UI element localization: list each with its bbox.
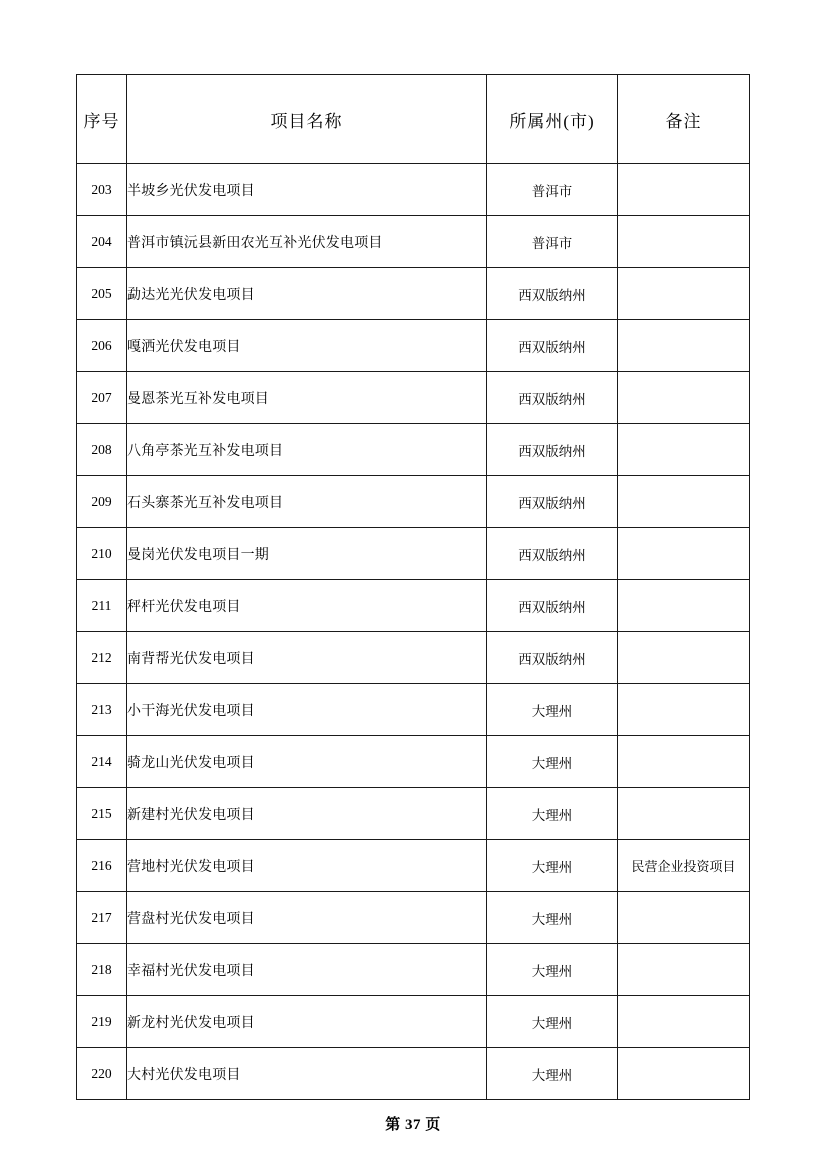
cell-note (618, 372, 750, 424)
table-header (77, 75, 750, 164)
cell-note (618, 736, 750, 788)
cell-note: 民营企业投资项目 (618, 840, 750, 892)
cell-region: 西双版纳州 (487, 632, 618, 684)
cell-project-name: 勐达光光伏发电项目 (127, 268, 487, 320)
table-row (77, 424, 750, 476)
table-row (77, 164, 750, 216)
cell-project-name: 石头寨茶光互补发电项目 (127, 476, 487, 528)
cell-note (618, 580, 750, 632)
table-body (77, 164, 750, 1100)
cell-sequence-number: 220 (77, 1048, 127, 1100)
table-row (77, 788, 750, 840)
table-row (77, 528, 750, 580)
cell-region: 大理州 (487, 684, 618, 736)
cell-note (618, 1048, 750, 1100)
cell-region: 大理州 (487, 944, 618, 996)
cell-region: 大理州 (487, 788, 618, 840)
cell-region: 大理州 (487, 996, 618, 1048)
cell-sequence-number: 208 (77, 424, 127, 476)
cell-sequence-number: 216 (77, 840, 127, 892)
table-row (77, 892, 750, 944)
cell-note (618, 892, 750, 944)
column-header-seq: 序号 (77, 75, 127, 164)
cell-sequence-number: 212 (77, 632, 127, 684)
cell-sequence-number: 206 (77, 320, 127, 372)
table-row (77, 684, 750, 736)
cell-project-name: 八角亭茶光互补发电项目 (127, 424, 487, 476)
cell-project-name: 新龙村光伏发电项目 (127, 996, 487, 1048)
cell-region: 西双版纳州 (487, 580, 618, 632)
cell-region: 西双版纳州 (487, 320, 618, 372)
cell-sequence-number: 209 (77, 476, 127, 528)
cell-project-name: 曼恩茶光互补发电项目 (127, 372, 487, 424)
cell-sequence-number: 219 (77, 996, 127, 1048)
cell-region: 大理州 (487, 892, 618, 944)
cell-sequence-number: 214 (77, 736, 127, 788)
page-footer: 第 37 页 (385, 1117, 441, 1133)
cell-project-name: 嘎洒光伏发电项目 (127, 320, 487, 372)
cell-project-name: 营地村光伏发电项目 (127, 840, 487, 892)
cell-region: 西双版纳州 (487, 372, 618, 424)
cell-note (618, 632, 750, 684)
table-row (77, 944, 750, 996)
project-table (76, 74, 750, 1100)
column-header-name: 项目名称 (127, 75, 487, 164)
cell-note (618, 684, 750, 736)
cell-project-name: 骑龙山光伏发电项目 (127, 736, 487, 788)
cell-project-name: 小干海光伏发电项目 (127, 684, 487, 736)
cell-region: 西双版纳州 (487, 424, 618, 476)
column-header-region: 所属州(市) (487, 75, 618, 164)
table-row (77, 216, 750, 268)
cell-region: 西双版纳州 (487, 268, 618, 320)
cell-note (618, 996, 750, 1048)
cell-sequence-number: 204 (77, 216, 127, 268)
cell-project-name: 新建村光伏发电项目 (127, 788, 487, 840)
cell-note (618, 476, 750, 528)
project-table-container (76, 74, 749, 1100)
cell-sequence-number: 213 (77, 684, 127, 736)
cell-note (618, 528, 750, 580)
cell-project-name: 南背帮光伏发电项目 (127, 632, 487, 684)
cell-project-name: 普洱市镇沅县新田农光互补光伏发电项目 (127, 216, 487, 268)
table-row (77, 840, 750, 892)
cell-sequence-number: 203 (77, 164, 127, 216)
cell-sequence-number: 218 (77, 944, 127, 996)
table-row (77, 372, 750, 424)
cell-note (618, 216, 750, 268)
cell-note (618, 268, 750, 320)
cell-region: 普洱市 (487, 164, 618, 216)
cell-region: 西双版纳州 (487, 528, 618, 580)
table-row (77, 736, 750, 788)
table-row (77, 1048, 750, 1100)
cell-project-name: 秤杆光伏发电项目 (127, 580, 487, 632)
table-row (77, 996, 750, 1048)
cell-project-name: 大村光伏发电项目 (127, 1048, 487, 1100)
cell-project-name: 营盘村光伏发电项目 (127, 892, 487, 944)
cell-sequence-number: 207 (77, 372, 127, 424)
cell-region: 大理州 (487, 840, 618, 892)
cell-note (618, 164, 750, 216)
column-header-note: 备注 (618, 75, 750, 164)
cell-sequence-number: 215 (77, 788, 127, 840)
cell-project-name: 幸福村光伏发电项目 (127, 944, 487, 996)
cell-project-name: 半坡乡光伏发电项目 (127, 164, 487, 216)
cell-project-name: 曼岗光伏发电项目一期 (127, 528, 487, 580)
table-header-row (77, 75, 750, 164)
table-row (77, 476, 750, 528)
cell-sequence-number: 210 (77, 528, 127, 580)
cell-region: 大理州 (487, 1048, 618, 1100)
cell-region: 大理州 (487, 736, 618, 788)
cell-note (618, 944, 750, 996)
cell-sequence-number: 217 (77, 892, 127, 944)
cell-region: 普洱市 (487, 216, 618, 268)
cell-sequence-number: 205 (77, 268, 127, 320)
cell-region: 西双版纳州 (487, 476, 618, 528)
cell-note (618, 320, 750, 372)
table-row (77, 580, 750, 632)
table-row (77, 632, 750, 684)
table-row (77, 320, 750, 372)
cell-note (618, 788, 750, 840)
cell-sequence-number: 211 (77, 580, 127, 632)
table-row (77, 268, 750, 320)
cell-note (618, 424, 750, 476)
